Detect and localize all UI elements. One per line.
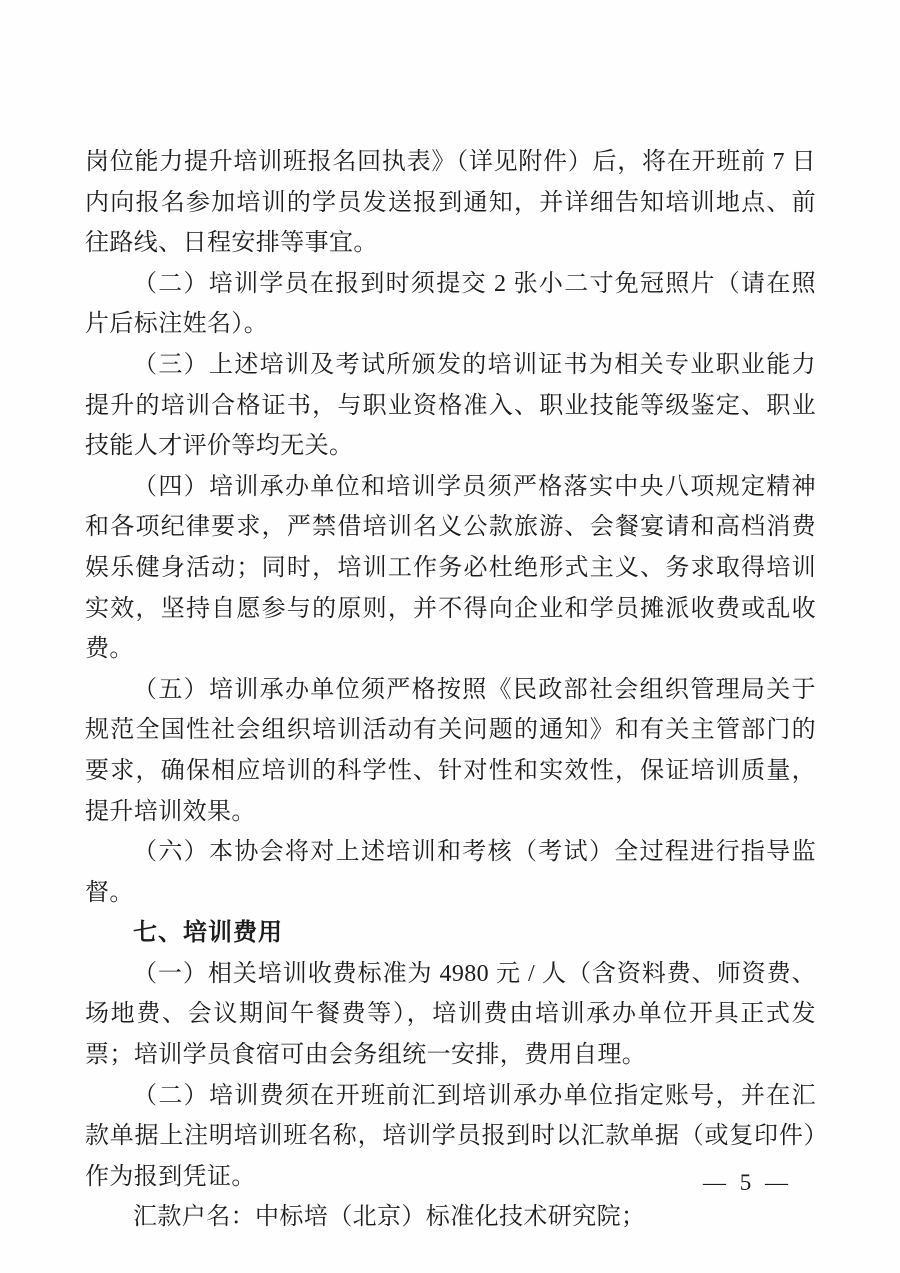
paragraph-fee-standard: （一）相关培训收费标准为 4980 元 / 人（含资料费、师资费、场地费、会议期间午餐费等），培训费由培训承办单位开具正式发票；培训学员食宿可由会务组统一安排，费用自理。 bbox=[85, 960, 816, 1069]
paragraph-regulation-compliance: （五）培训承办单位须严格按照《民政部社会组织管理局关于规范全国性社会组织培训活动有关问题的通知》和有关主管部门的要求，确保相应培训的科学性、针对性和实效性，保证培训质量，提升培训效果。 bbox=[85, 676, 816, 825]
paragraph-certificate-disclaimer: （三）上述培训及考试所颁发的培训证书为相关专业职业能力提升的培训合格证书，与职业资格准入、职业技能等级鉴定、职业技能人才评价等均无关。 bbox=[85, 351, 816, 460]
paragraph-remittance-instructions: （二）培训费须在开班前汇到培训承办单位指定账号，并在汇款单据上注明培训班名称，培训学员报到时以汇款单据（或复印件）作为报到凭证。 bbox=[85, 1082, 816, 1190]
document-body bbox=[85, 142, 816, 1238]
paragraph-registration-notice-continuation: 岗位能力提升培训班报名回执表》（详见附件）后，将在开班前 7 日内向报名参加培训的学员发送报到通知，并详细告知培训地点、前往路线、日程安排等事宜。 bbox=[85, 149, 816, 257]
paragraph-remittance-account-name: 汇款户名：中标培（北京）标准化技术研究院； bbox=[133, 1204, 646, 1231]
section-heading-training-fees: 七、培训费用 bbox=[133, 919, 283, 947]
paragraph-discipline-requirements: （四）培训承办单位和培训学员须严格落实中央八项规定精神和各项纪律要求，严禁借培训名义公款旅游、会餐宴请和高档消费娱乐健身活动；同时，培训工作务必杜绝形式主义、务求取得培训实效，坚持自愿参与的原则，并不得向企业和学员摊派收费或乱收费。 bbox=[85, 473, 816, 663]
paragraph-supervision: （六）本协会将对上述培训和考核（考试）全过程进行指导监督。 bbox=[85, 839, 816, 906]
page-number: — 5 — bbox=[703, 1170, 792, 1195]
paragraph-photo-requirement: （二）培训学员在报到时须提交 2 张小二寸免冠照片（请在照片后标注姓名）。 bbox=[85, 270, 816, 338]
